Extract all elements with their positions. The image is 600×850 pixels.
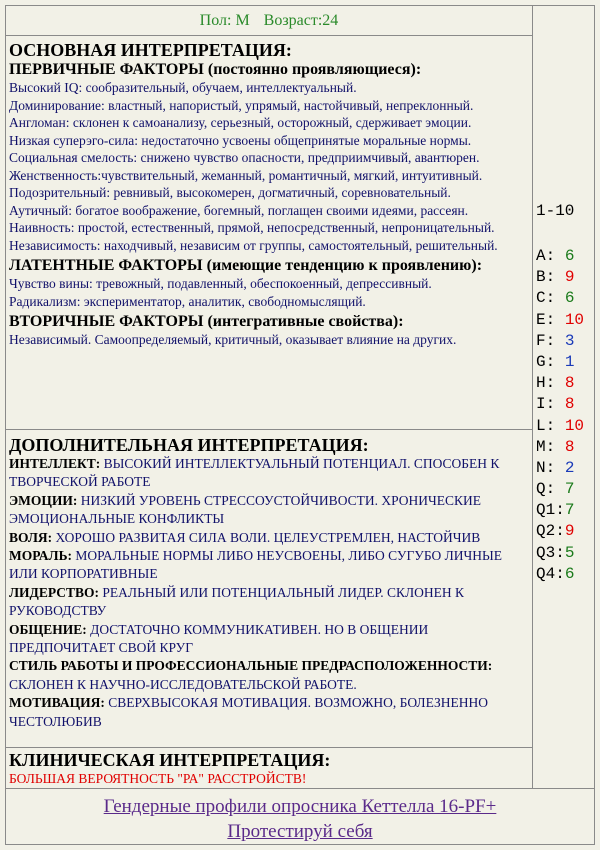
score-value: 9 [564, 522, 575, 541]
additional-item-label: ОБЩЕНИЕ: [9, 621, 87, 637]
primary-item: Англоман: склонен к самоанализу, серьезный, осторожный, сдерживает эмоции. [9, 115, 472, 130]
sex-label: Пол: М [199, 12, 250, 29]
score-row [536, 394, 584, 415]
score-row [536, 458, 584, 479]
score-factor: N: [536, 458, 556, 477]
additional-item-text: СКЛОНЕН К НАУЧНО-ИССЛЕДОВАТЕЛЬСКОЙ РАБОТЕ. [9, 676, 357, 692]
score-value: 9 [564, 268, 575, 287]
score-value: 7 [564, 480, 575, 499]
primary-item: Подозрительный: ревнивый, высокомерен, догматичный, соревновательный. [9, 185, 451, 200]
score-row [536, 521, 584, 542]
score-value: 1 [564, 352, 575, 371]
secondary-title: ВТОРИЧНЫЕ ФАКТОРЫ (интегративные свойства): [9, 313, 404, 330]
latent-item: Радикализм: экспериментатор, аналитик, свободномыслящий. [9, 293, 366, 309]
score-factor: C: [536, 289, 556, 308]
score-row [536, 543, 584, 564]
score-row [536, 564, 584, 585]
score-factor: A: [536, 247, 556, 265]
score-factor: L: [536, 416, 556, 435]
main-title: ОСНОВНАЯ ИНТЕРПРЕТАЦИЯ: [9, 40, 292, 60]
additional-item [9, 584, 529, 621]
score-row [536, 479, 584, 500]
additional-item-text: НИЗКИЙ УРОВЕНЬ СТРЕССОУСТОЙЧИВОСТИ. ХРОНИЧЕСКИЕ ЭМОЦИОНАЛЬНЫЕ КОНФЛИКТЫ [9, 492, 482, 527]
score-row [536, 437, 584, 458]
additional-item [9, 657, 529, 694]
clinical-title: КЛИНИЧЕСКАЯ ИНТЕРПРЕТАЦИЯ: [9, 750, 331, 770]
results-panel [5, 5, 595, 845]
additional-title: ДОПОЛНИТЕЛЬНАЯ ИНТЕРПРЕТАЦИЯ: [9, 435, 369, 455]
score-factor: I: [536, 395, 556, 414]
latent-item: Чувство вины: тревожный, подавленный, обеспокоенный, депрессивный. [9, 276, 432, 291]
score-factor: Q4: [536, 564, 565, 583]
secondary-item: Независимый. Самоопределяемый, критичный, оказывает влияние на других. [9, 332, 457, 347]
additional-item-text: ХОРОШО РАЗВИТАЯ СИЛА ВОЛИ. ЦЕЛЕУСТРЕМЛЕН, НАСТОЙЧИВ [52, 529, 481, 545]
score-factor: E: [536, 310, 556, 329]
score-row [536, 246, 584, 267]
additional-item-text: ДОСТАТОЧНО КОММУНИКАТИВЕН. НО В ОБЩЕНИИ ПРЕДПОЧИТАЕТ СВОЙ КРУГ [9, 621, 429, 656]
score-value: 10 [564, 310, 585, 329]
score-factor: M: [536, 437, 556, 456]
additional-item [9, 455, 529, 492]
scores-list [536, 246, 584, 585]
additional-item [9, 547, 529, 584]
primary-item: Женственность:чувствительный, жеманный, романтичный, мягкий, интуитивный. [9, 167, 483, 183]
additional-item-label: ВОЛЯ: [9, 529, 53, 545]
additional-item-label: СТИЛЬ РАБОТЫ И ПРОФЕССИОНАЛЬНЫЕ ПРЕДРАСПОЛОЖЕННОСТИ: [9, 658, 493, 674]
score-factor: Q: [536, 480, 556, 499]
header-row [6, 6, 533, 36]
age-label: Возраст:24 [263, 12, 339, 29]
score-value: 6 [564, 289, 575, 308]
scores-column [533, 6, 594, 789]
latent-title: ЛАТЕНТНЫЕ ФАКТОРЫ (имеющие тенденцию к проявлению): [9, 257, 483, 274]
score-factor: Q2: [536, 522, 565, 541]
primary-item: Высокий IQ: сообразительный, обучаем, интеллектуальный. [9, 80, 357, 95]
additional-item [9, 529, 529, 547]
score-row [536, 288, 584, 309]
secondary-list [9, 331, 529, 349]
score-range: 1-10 [536, 202, 575, 220]
additional-item [9, 621, 529, 658]
clinical-interpretation [6, 748, 533, 789]
additional-item-label: ЭМОЦИИ: [9, 492, 78, 508]
score-factor: H: [536, 374, 556, 393]
score-value: 8 [564, 374, 575, 393]
score-factor: F: [536, 331, 556, 350]
score-row [536, 267, 584, 288]
score-value: 8 [564, 437, 575, 456]
score-factor: Q1: [536, 501, 565, 520]
score-value: 10 [564, 416, 585, 435]
score-factor: G: [536, 352, 556, 371]
additional-item-text: ВЫСОКИЙ ИНТЕЛЛЕКТУАЛЬНЫЙ ПОТЕНЦИАЛ. СПОСОБЕН К ТВОРЧЕСКОЙ РАБОТЕ [9, 456, 500, 490]
score-value: 8 [564, 395, 575, 414]
additional-item-label: МОТИВАЦИЯ: [9, 695, 105, 711]
additional-item [9, 694, 529, 731]
score-row [536, 500, 584, 521]
score-row [536, 373, 584, 394]
test-yourself-link[interactable]: Протестируй себя [227, 821, 373, 842]
footer-links [6, 789, 594, 844]
score-value: 2 [564, 458, 575, 477]
main-interpretation [6, 36, 533, 430]
additional-item-label: ЛИДЕРСТВО: [9, 584, 100, 600]
primary-item: Доминирование: властный, напористый, упрямый, настойчивый, непреклонный. [9, 97, 474, 113]
score-row [536, 352, 584, 373]
score-value: 7 [564, 501, 575, 520]
gender-profiles-link[interactable]: Гендерные профили опросника Кеттелла 16-PF+ [103, 796, 497, 817]
primary-item: Социальная смелость: снижено чувство опасности, предприимчивый, авантюрен. [9, 150, 480, 165]
additional-item-label: МОРАЛЬ: [9, 548, 72, 564]
additional-item-text: МОРАЛЬНЫЕ НОРМЫ ЛИБО НЕУСВОЕНЫ, ЛИБО СУГУБО ЛИЧНЫЕ ИЛИ КОРПОРАТИВНЫЕ [9, 548, 503, 582]
primary-item: Аутичный: богатое воображение, богемный, поглащен своими идеями, рассеян. [9, 202, 469, 218]
primary-list [9, 79, 529, 254]
score-row [536, 416, 584, 437]
score-value: 6 [564, 247, 575, 265]
score-row [536, 331, 584, 352]
additional-item-text: СВЕРХВЫСОКАЯ МОТИВАЦИЯ. ВОЗМОЖНО, БОЛЕЗНЕННО ЧЕСТОЛЮБИВ [9, 695, 488, 729]
additional-interpretation [6, 430, 533, 748]
score-value: 3 [564, 331, 575, 350]
primary-item: Независимость: находчивый, независим от группы, самостоятельный, решительный. [9, 237, 498, 253]
primary-item: Низкая суперэго-сила: недостаточно усвоены общепринятые моральные нормы. [9, 132, 472, 148]
additional-item-label: ИНТЕЛЛЕКТ: [9, 456, 101, 471]
additional-item [9, 492, 529, 529]
score-value: 6 [564, 564, 575, 583]
score-factor: Q3: [536, 543, 565, 562]
primary-title: ПЕРВИЧНЫЕ ФАКТОРЫ (постоянно проявляющиеся): [9, 61, 422, 78]
latent-list [9, 275, 529, 310]
score-row [536, 310, 584, 331]
additional-item-text: РЕАЛЬНЫЙ ИЛИ ПОТЕНЦИАЛЬНЫЙ ЛИДЕР. СКЛОНЕН К РУКОВОДСТВУ [9, 584, 465, 619]
score-value: 5 [564, 543, 575, 562]
clinical-text: БОЛЬШАЯ ВЕРОЯТНОСТЬ "РА" РАССТРОЙСТВ! [9, 771, 307, 786]
score-factor: B: [536, 268, 556, 287]
primary-item: Наивность: простой, естественный, прямой, непосредственный, непроницательный. [9, 220, 495, 235]
